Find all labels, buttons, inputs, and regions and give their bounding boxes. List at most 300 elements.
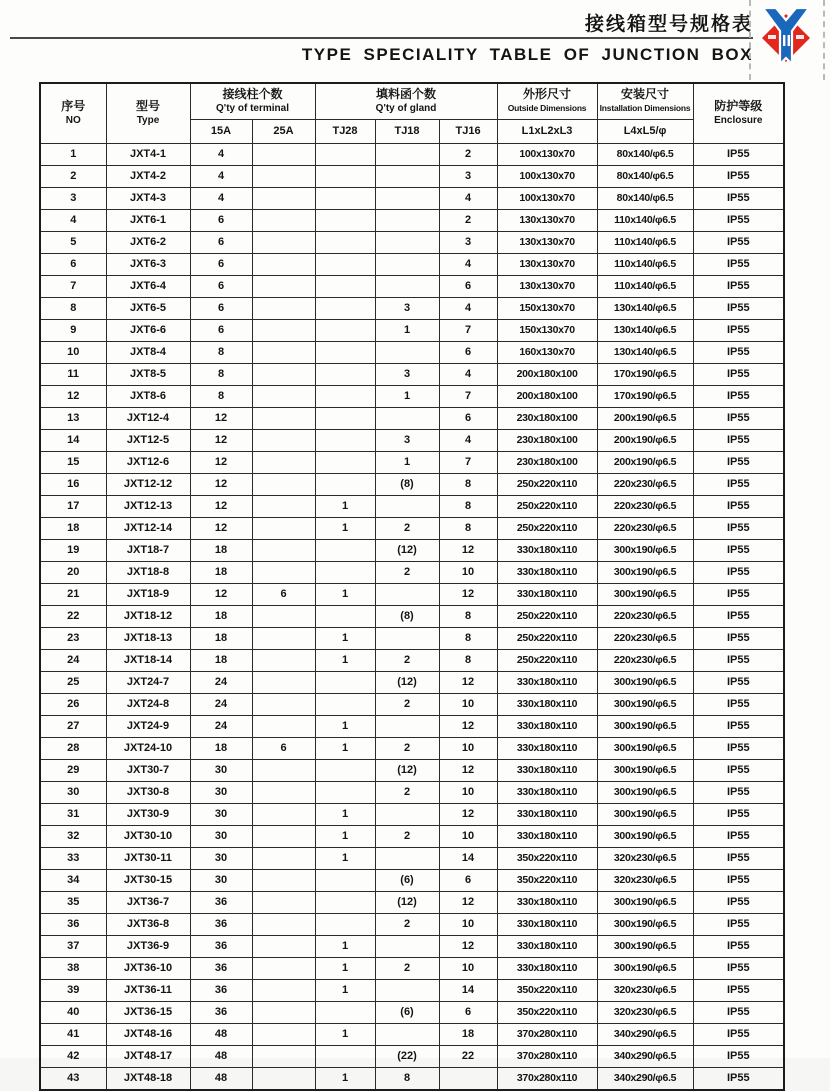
cell-installation-dimension: 300x190/φ6.5 — [597, 781, 693, 803]
cell-no: 2 — [40, 165, 106, 187]
brand-logo-icon — [756, 5, 816, 71]
cell-no: 39 — [40, 979, 106, 1001]
cell-type: JXT6-2 — [106, 231, 190, 253]
header-enclosure-cn: 防护等级 — [714, 99, 763, 114]
cell-installation-dimension: 320x230/φ6.5 — [597, 869, 693, 891]
cell-outside-dimension: 350x220x110 — [497, 869, 597, 891]
cell-outside-dimension: 330x180x110 — [497, 825, 597, 847]
header-type-en: Type — [136, 115, 160, 127]
cell-type: JXT18-8 — [106, 561, 190, 583]
cell-gland-tj16: 8 — [439, 495, 497, 517]
cell-installation-dimension: 220x230/φ6.5 — [597, 495, 693, 517]
cell-no: 27 — [40, 715, 106, 737]
cell-gland-tj28 — [315, 781, 375, 803]
cell-gland-tj16 — [439, 1067, 497, 1090]
cell-gland-tj28 — [315, 671, 375, 693]
cell-no: 24 — [40, 649, 106, 671]
cell-enclosure-rating: IP55 — [693, 935, 784, 957]
cell-installation-dimension: 340x290/φ6.5 — [597, 1023, 693, 1045]
header-l1xl2xl3: L1xL2xL3 — [497, 119, 597, 143]
cell-no: 15 — [40, 451, 106, 473]
table-row — [40, 165, 784, 187]
cell-outside-dimension: 230x180x100 — [497, 451, 597, 473]
cell-gland-tj16: 12 — [439, 583, 497, 605]
cell-no: 40 — [40, 1001, 106, 1023]
cell-gland-tj28: 1 — [315, 1023, 375, 1045]
cell-outside-dimension: 150x130x70 — [497, 297, 597, 319]
table-row — [40, 187, 784, 209]
header-terminal-group — [190, 83, 315, 119]
cell-outside-dimension: 370x280x110 — [497, 1067, 597, 1090]
cell-type: JXT48-18 — [106, 1067, 190, 1090]
cell-type: JXT6-5 — [106, 297, 190, 319]
title-divider-line — [10, 37, 753, 39]
header-tj28: TJ28 — [315, 119, 375, 143]
table-row — [40, 341, 784, 363]
cell-gland-tj16: 6 — [439, 869, 497, 891]
cell-installation-dimension: 300x190/φ6.5 — [597, 825, 693, 847]
header-25a: 25A — [252, 119, 315, 143]
cell-installation-dimension: 300x190/φ6.5 — [597, 539, 693, 561]
cell-qty-15a: 6 — [190, 231, 252, 253]
cell-type: JXT36-15 — [106, 1001, 190, 1023]
cell-enclosure-rating: IP55 — [693, 605, 784, 627]
cell-type: JXT12-14 — [106, 517, 190, 539]
cell-gland-tj28 — [315, 275, 375, 297]
cell-enclosure-rating: IP55 — [693, 649, 784, 671]
table-row — [40, 363, 784, 385]
cell-qty-25a — [252, 561, 315, 583]
cell-no: 13 — [40, 407, 106, 429]
cell-gland-tj28 — [315, 869, 375, 891]
cell-installation-dimension: 130x140/φ6.5 — [597, 341, 693, 363]
table-row — [40, 451, 784, 473]
cell-outside-dimension: 150x130x70 — [497, 319, 597, 341]
cell-type: JXT30-8 — [106, 781, 190, 803]
cell-installation-dimension: 300x190/φ6.5 — [597, 803, 693, 825]
cell-gland-tj18 — [375, 847, 439, 869]
table-row — [40, 539, 784, 561]
cell-gland-tj18: 2 — [375, 737, 439, 759]
cell-gland-tj16: 2 — [439, 209, 497, 231]
cell-no: 30 — [40, 781, 106, 803]
cell-qty-15a: 30 — [190, 825, 252, 847]
cell-gland-tj18 — [375, 627, 439, 649]
cell-outside-dimension: 200x180x100 — [497, 385, 597, 407]
cell-qty-25a — [252, 319, 315, 341]
cell-type: JXT30-7 — [106, 759, 190, 781]
cell-type: JXT36-9 — [106, 935, 190, 957]
cell-gland-tj28 — [315, 451, 375, 473]
cell-gland-tj18: (12) — [375, 671, 439, 693]
cell-outside-dimension: 250x220x110 — [497, 649, 597, 671]
cell-qty-15a: 12 — [190, 583, 252, 605]
header-l4xl5: L4xL5/φ — [597, 119, 693, 143]
cell-no: 9 — [40, 319, 106, 341]
cell-gland-tj16: 14 — [439, 847, 497, 869]
cell-outside-dimension: 330x180x110 — [497, 935, 597, 957]
table-row — [40, 429, 784, 451]
cell-enclosure-rating: IP55 — [693, 561, 784, 583]
cell-qty-25a — [252, 1067, 315, 1090]
cell-gland-tj28 — [315, 605, 375, 627]
cell-qty-25a — [252, 253, 315, 275]
cell-gland-tj28 — [315, 165, 375, 187]
cell-enclosure-rating: IP55 — [693, 1045, 784, 1067]
junction-box-spec-table — [39, 82, 785, 1091]
cell-gland-tj16: 12 — [439, 539, 497, 561]
cell-type: JXT30-10 — [106, 825, 190, 847]
cell-enclosure-rating: IP55 — [693, 1067, 784, 1090]
cell-gland-tj16: 4 — [439, 363, 497, 385]
cell-enclosure-rating: IP55 — [693, 539, 784, 561]
cell-no: 38 — [40, 957, 106, 979]
cell-installation-dimension: 80x140/φ6.5 — [597, 165, 693, 187]
cell-outside-dimension: 160x130x70 — [497, 341, 597, 363]
cell-gland-tj16: 7 — [439, 385, 497, 407]
cell-gland-tj16: 7 — [439, 319, 497, 341]
cell-gland-tj18: 2 — [375, 781, 439, 803]
cell-qty-15a: 36 — [190, 979, 252, 1001]
table-row — [40, 1001, 784, 1023]
cell-no: 28 — [40, 737, 106, 759]
cell-outside-dimension: 330x180x110 — [497, 781, 597, 803]
cell-qty-25a — [252, 1001, 315, 1023]
cell-installation-dimension: 220x230/φ6.5 — [597, 649, 693, 671]
cell-gland-tj28: 1 — [315, 495, 375, 517]
cell-enclosure-rating: IP55 — [693, 407, 784, 429]
table-row — [40, 517, 784, 539]
cell-qty-25a — [252, 869, 315, 891]
cell-enclosure-rating: IP55 — [693, 143, 784, 165]
cell-type: JXT36-7 — [106, 891, 190, 913]
cell-qty-25a — [252, 935, 315, 957]
cell-type: JXT36-11 — [106, 979, 190, 1001]
cell-installation-dimension: 320x230/φ6.5 — [597, 1001, 693, 1023]
table-row — [40, 297, 784, 319]
header-enclosure-en: Enclosure — [714, 115, 763, 127]
cell-qty-25a — [252, 143, 315, 165]
cell-qty-25a — [252, 957, 315, 979]
cell-enclosure-rating: IP55 — [693, 319, 784, 341]
cell-no: 12 — [40, 385, 106, 407]
cell-gland-tj18 — [375, 231, 439, 253]
cell-outside-dimension: 330x180x110 — [497, 693, 597, 715]
cell-qty-15a: 48 — [190, 1045, 252, 1067]
cell-outside-dimension: 130x130x70 — [497, 253, 597, 275]
cell-gland-tj16: 4 — [439, 297, 497, 319]
cell-gland-tj28: 1 — [315, 935, 375, 957]
cell-type: JXT48-17 — [106, 1045, 190, 1067]
cell-no: 6 — [40, 253, 106, 275]
cell-outside-dimension: 370x280x110 — [497, 1045, 597, 1067]
cell-qty-15a: 36 — [190, 957, 252, 979]
cell-qty-25a — [252, 825, 315, 847]
cell-type: JXT36-10 — [106, 957, 190, 979]
table-row — [40, 209, 784, 231]
cell-no: 7 — [40, 275, 106, 297]
cell-type: JXT36-8 — [106, 913, 190, 935]
cell-enclosure-rating: IP55 — [693, 891, 784, 913]
cell-gland-tj28 — [315, 209, 375, 231]
table-row — [40, 715, 784, 737]
cell-gland-tj16: 12 — [439, 803, 497, 825]
cell-gland-tj28: 1 — [315, 803, 375, 825]
cell-gland-tj16: 3 — [439, 165, 497, 187]
cell-qty-15a: 18 — [190, 605, 252, 627]
cell-outside-dimension: 100x130x70 — [497, 143, 597, 165]
cell-outside-dimension: 100x130x70 — [497, 165, 597, 187]
cell-enclosure-rating: IP55 — [693, 517, 784, 539]
cell-qty-15a: 24 — [190, 715, 252, 737]
table-row — [40, 891, 784, 913]
cell-installation-dimension: 220x230/φ6.5 — [597, 627, 693, 649]
cell-enclosure-rating: IP55 — [693, 297, 784, 319]
cell-type: JXT24-10 — [106, 737, 190, 759]
cell-outside-dimension: 330x180x110 — [497, 913, 597, 935]
cell-gland-tj28: 1 — [315, 517, 375, 539]
cell-gland-tj16: 4 — [439, 429, 497, 451]
cell-gland-tj28 — [315, 1045, 375, 1067]
cell-gland-tj16: 10 — [439, 693, 497, 715]
cell-installation-dimension: 110x140/φ6.5 — [597, 231, 693, 253]
cell-type: JXT18-14 — [106, 649, 190, 671]
cell-outside-dimension: 330x180x110 — [497, 891, 597, 913]
header-gland-group — [315, 83, 497, 119]
cell-type: JXT4-2 — [106, 165, 190, 187]
cell-enclosure-rating: IP55 — [693, 385, 784, 407]
cell-gland-tj28: 1 — [315, 583, 375, 605]
cell-qty-15a: 8 — [190, 341, 252, 363]
cell-outside-dimension: 330x180x110 — [497, 737, 597, 759]
table-row — [40, 759, 784, 781]
cell-installation-dimension: 320x230/φ6.5 — [597, 847, 693, 869]
cell-qty-15a: 4 — [190, 143, 252, 165]
cell-gland-tj16: 10 — [439, 825, 497, 847]
cell-enclosure-rating: IP55 — [693, 869, 784, 891]
cell-gland-tj18: (6) — [375, 1001, 439, 1023]
dashed-separator-right — [823, 0, 825, 80]
header-no-en: NO — [65, 115, 81, 127]
cell-gland-tj18 — [375, 253, 439, 275]
cell-gland-tj28: 1 — [315, 737, 375, 759]
cell-gland-tj18: (8) — [375, 605, 439, 627]
cell-gland-tj18: 8 — [375, 1067, 439, 1090]
cell-type: JXT12-5 — [106, 429, 190, 451]
cell-no: 26 — [40, 693, 106, 715]
cell-gland-tj18: 2 — [375, 913, 439, 935]
cell-gland-tj18: 2 — [375, 649, 439, 671]
cell-type: JXT12-13 — [106, 495, 190, 517]
cell-type: JXT12-12 — [106, 473, 190, 495]
cell-installation-dimension: 300x190/φ6.5 — [597, 561, 693, 583]
table-row — [40, 913, 784, 935]
cell-gland-tj18 — [375, 583, 439, 605]
cell-qty-15a: 8 — [190, 385, 252, 407]
cell-gland-tj28 — [315, 891, 375, 913]
cell-outside-dimension: 330x180x110 — [497, 957, 597, 979]
cell-type: JXT4-3 — [106, 187, 190, 209]
table-row — [40, 825, 784, 847]
cell-gland-tj28: 1 — [315, 979, 375, 1001]
cell-gland-tj16: 8 — [439, 627, 497, 649]
cell-gland-tj16: 12 — [439, 671, 497, 693]
cell-type: JXT6-1 — [106, 209, 190, 231]
cell-gland-tj16: 10 — [439, 957, 497, 979]
cell-qty-25a — [252, 1045, 315, 1067]
cell-qty-25a — [252, 297, 315, 319]
cell-installation-dimension: 110x140/φ6.5 — [597, 209, 693, 231]
cell-type: JXT18-7 — [106, 539, 190, 561]
cell-qty-25a — [252, 407, 315, 429]
table-row — [40, 781, 784, 803]
cell-enclosure-rating: IP55 — [693, 671, 784, 693]
cell-qty-25a — [252, 781, 315, 803]
page-title-chinese: 接线箱型号规格表 — [584, 13, 753, 35]
header-tj16: TJ16 — [439, 119, 497, 143]
cell-no: 23 — [40, 627, 106, 649]
cell-gland-tj18: 2 — [375, 693, 439, 715]
cell-qty-15a: 30 — [190, 759, 252, 781]
cell-gland-tj16: 7 — [439, 451, 497, 473]
cell-gland-tj18: 3 — [375, 297, 439, 319]
cell-qty-15a: 4 — [190, 187, 252, 209]
table-row — [40, 473, 784, 495]
cell-no: 11 — [40, 363, 106, 385]
header-gland-cn: 填料函个数 — [376, 87, 437, 102]
cell-installation-dimension: 110x140/φ6.5 — [597, 253, 693, 275]
cell-qty-25a: 6 — [252, 583, 315, 605]
cell-qty-15a: 48 — [190, 1023, 252, 1045]
table-row — [40, 561, 784, 583]
cell-enclosure-rating: IP55 — [693, 825, 784, 847]
cell-qty-15a: 12 — [190, 495, 252, 517]
spec-table-header — [40, 83, 784, 143]
cell-no: 22 — [40, 605, 106, 627]
cell-outside-dimension: 330x180x110 — [497, 759, 597, 781]
cell-qty-25a — [252, 1023, 315, 1045]
cell-gland-tj28 — [315, 363, 375, 385]
cell-no: 16 — [40, 473, 106, 495]
cell-enclosure-rating: IP55 — [693, 253, 784, 275]
cell-enclosure-rating: IP55 — [693, 429, 784, 451]
table-row — [40, 869, 784, 891]
dashed-separator-left — [749, 0, 751, 80]
cell-qty-25a — [252, 429, 315, 451]
cell-gland-tj28 — [315, 187, 375, 209]
cell-gland-tj18 — [375, 803, 439, 825]
cell-type: JXT18-13 — [106, 627, 190, 649]
cell-no: 5 — [40, 231, 106, 253]
cell-qty-25a — [252, 187, 315, 209]
cell-gland-tj28: 1 — [315, 847, 375, 869]
cell-gland-tj28 — [315, 407, 375, 429]
cell-qty-25a — [252, 759, 315, 781]
cell-qty-25a — [252, 913, 315, 935]
cell-qty-25a — [252, 671, 315, 693]
cell-qty-15a: 12 — [190, 429, 252, 451]
header-install-en: Installation Dimensions — [599, 103, 691, 114]
cell-gland-tj28 — [315, 341, 375, 363]
cell-enclosure-rating: IP55 — [693, 275, 784, 297]
cell-type: JXT6-6 — [106, 319, 190, 341]
cell-type: JXT6-4 — [106, 275, 190, 297]
cell-type: JXT18-9 — [106, 583, 190, 605]
cell-gland-tj28 — [315, 561, 375, 583]
cell-installation-dimension: 130x140/φ6.5 — [597, 319, 693, 341]
cell-no: 4 — [40, 209, 106, 231]
cell-gland-tj18: 1 — [375, 319, 439, 341]
cell-type: JXT8-6 — [106, 385, 190, 407]
table-row — [40, 231, 784, 253]
cell-installation-dimension: 300x190/φ6.5 — [597, 737, 693, 759]
spec-table-body — [40, 143, 784, 1090]
cell-gland-tj18 — [375, 979, 439, 1001]
cell-gland-tj16: 3 — [439, 231, 497, 253]
cell-outside-dimension: 250x220x110 — [497, 627, 597, 649]
table-row — [40, 847, 784, 869]
cell-installation-dimension: 300x190/φ6.5 — [597, 891, 693, 913]
cell-installation-dimension: 300x190/φ6.5 — [597, 715, 693, 737]
cell-type: JXT24-7 — [106, 671, 190, 693]
cell-outside-dimension: 330x180x110 — [497, 803, 597, 825]
cell-gland-tj18: 2 — [375, 517, 439, 539]
cell-gland-tj18: 3 — [375, 363, 439, 385]
cell-outside-dimension: 100x130x70 — [497, 187, 597, 209]
table-row — [40, 1023, 784, 1045]
cell-no: 17 — [40, 495, 106, 517]
cell-gland-tj16: 12 — [439, 759, 497, 781]
cell-qty-25a — [252, 341, 315, 363]
cell-qty-25a — [252, 649, 315, 671]
cell-outside-dimension: 350x220x110 — [497, 1001, 597, 1023]
cell-gland-tj18 — [375, 143, 439, 165]
cell-gland-tj28 — [315, 231, 375, 253]
cell-enclosure-rating: IP55 — [693, 231, 784, 253]
cell-gland-tj18: (12) — [375, 539, 439, 561]
cell-qty-15a: 36 — [190, 935, 252, 957]
cell-installation-dimension: 300x190/φ6.5 — [597, 913, 693, 935]
table-row — [40, 319, 784, 341]
cell-outside-dimension: 330x180x110 — [497, 671, 597, 693]
cell-gland-tj18: (22) — [375, 1045, 439, 1067]
cell-gland-tj16: 10 — [439, 913, 497, 935]
cell-type: JXT24-9 — [106, 715, 190, 737]
cell-gland-tj18: (8) — [375, 473, 439, 495]
cell-no: 32 — [40, 825, 106, 847]
cell-qty-15a: 18 — [190, 627, 252, 649]
header-no — [40, 83, 106, 143]
cell-qty-25a — [252, 275, 315, 297]
cell-gland-tj18: (12) — [375, 759, 439, 781]
cell-outside-dimension: 370x280x110 — [497, 1023, 597, 1045]
cell-enclosure-rating: IP55 — [693, 209, 784, 231]
cell-type: JXT30-9 — [106, 803, 190, 825]
cell-qty-25a — [252, 165, 315, 187]
cell-no: 31 — [40, 803, 106, 825]
cell-gland-tj28 — [315, 143, 375, 165]
cell-qty-25a — [252, 539, 315, 561]
cell-gland-tj28 — [315, 319, 375, 341]
cell-installation-dimension: 200x190/φ6.5 — [597, 407, 693, 429]
cell-gland-tj18: (6) — [375, 869, 439, 891]
header-type — [106, 83, 190, 143]
cell-enclosure-rating: IP55 — [693, 913, 784, 935]
cell-gland-tj28 — [315, 759, 375, 781]
cell-qty-15a: 36 — [190, 913, 252, 935]
cell-no: 18 — [40, 517, 106, 539]
table-row — [40, 407, 784, 429]
